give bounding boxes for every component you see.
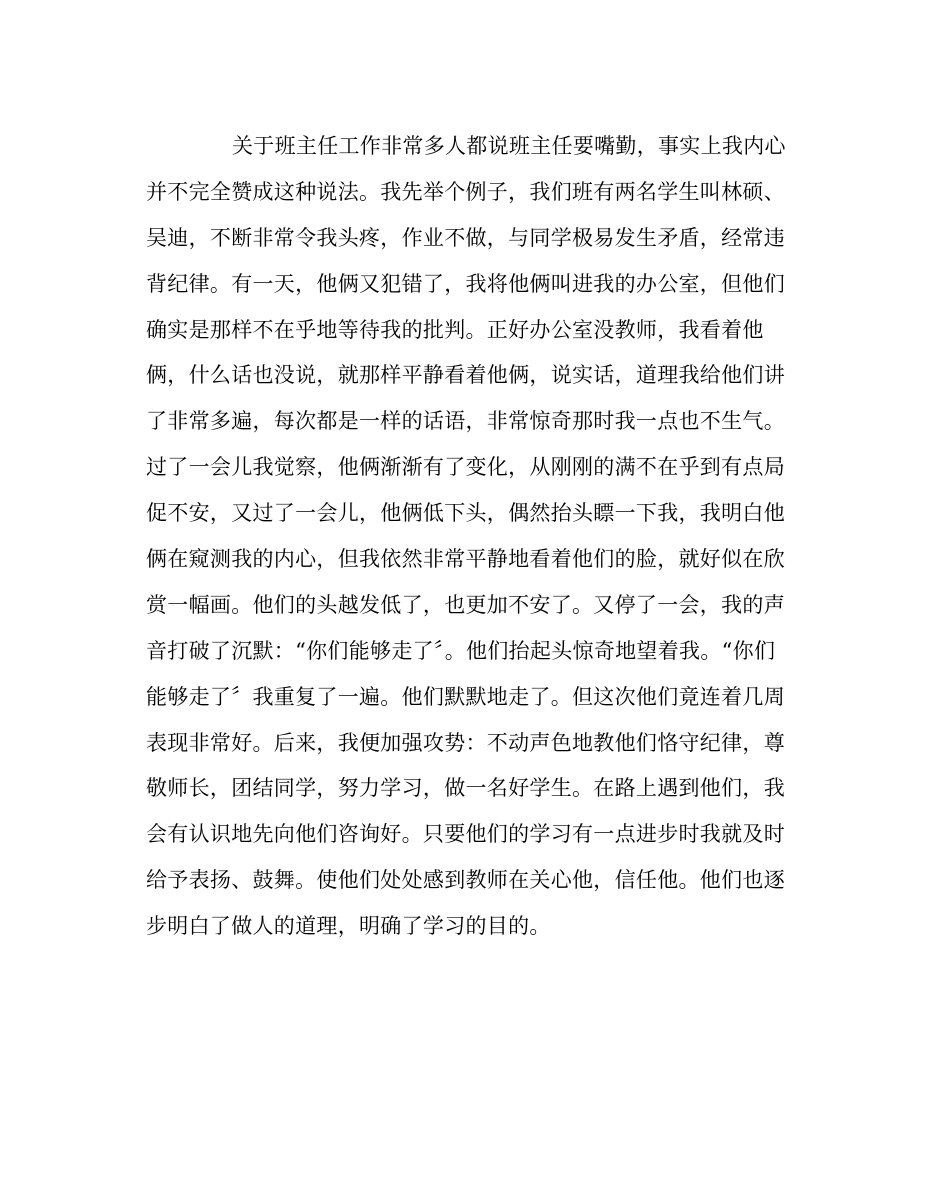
body-paragraph: [146, 124, 812, 950]
paragraph-line-14: 表现非常好。后来，我便加强攻势：不动声色地教他们恪守纪律，尊: [146, 730, 785, 755]
paragraph-line-16: 会有认识地先向他们咨询好。只要他们的学习有一点进步时我就及时: [146, 822, 785, 847]
paragraph-line-15: 敬师长，团结同学，努力学习，做一名好学生。在路上遇到他们，我: [146, 776, 785, 801]
paragraph-line-6: 俩，什么话也没说，就那样平静看着他俩，说实话，道理我给他们讲: [146, 363, 785, 388]
paragraph-line-17: 给予表扬、鼓舞。使他们处处感到教师在关心他，信任他。他们也逐: [146, 868, 785, 893]
paragraph-line-5: 确实是那样不在乎地等待我的批判。正好办公室没教师，我看着他: [146, 317, 764, 342]
paragraph-line-11: 赏一幅画。他们的头越发低了，也更加不安了。又停了一会，我的声: [146, 592, 785, 617]
paragraph-line-9: 促不安，又过了一会儿，他俩低下头，偶然抬头瞟一下我，我明白他: [146, 501, 785, 526]
paragraph-line-12: 音打破了沉默：“你们能够走了〞。他们抬起头惊奇地望着我。“你们: [146, 638, 776, 663]
paragraph-line-2: 并不完全赞成这种说法。我先举个例子，我们班有两名学生叫林硕、: [146, 179, 785, 204]
paragraph-line-7: 了非常多遍，每次都是一样的话语，非常惊奇那时我一点也不生气。: [146, 409, 785, 434]
paragraph-line-8: 过了一会儿我觉察，他俩渐渐有了变化，从刚刚的满不在乎到有点局: [146, 455, 785, 480]
paragraph-line-3: 吴迪，不断非常令我头疼，作业不做，与同学极易发生矛盾，经常违: [146, 225, 785, 250]
paragraph-line-13: 能够走了〞我重复了一遍。他们默默地走了。但这次他们竟连着几周: [146, 684, 785, 709]
paragraph-line-10: 俩在窥测我的内心，但我依然非常平静地看着他们的脸，就好似在欣: [146, 547, 785, 572]
paragraph-line-18: 步明白了做人的道理，明确了学习的目的。: [146, 914, 551, 939]
paragraph-line-1: 关于班主任工作非常多人都说班主任要嘴勤，事实上我内心: [232, 134, 786, 158]
paragraph-line-4: 背纪律。有一天，他俩又犯错了，我将他俩叫进我的办公室，但他们: [146, 271, 785, 296]
